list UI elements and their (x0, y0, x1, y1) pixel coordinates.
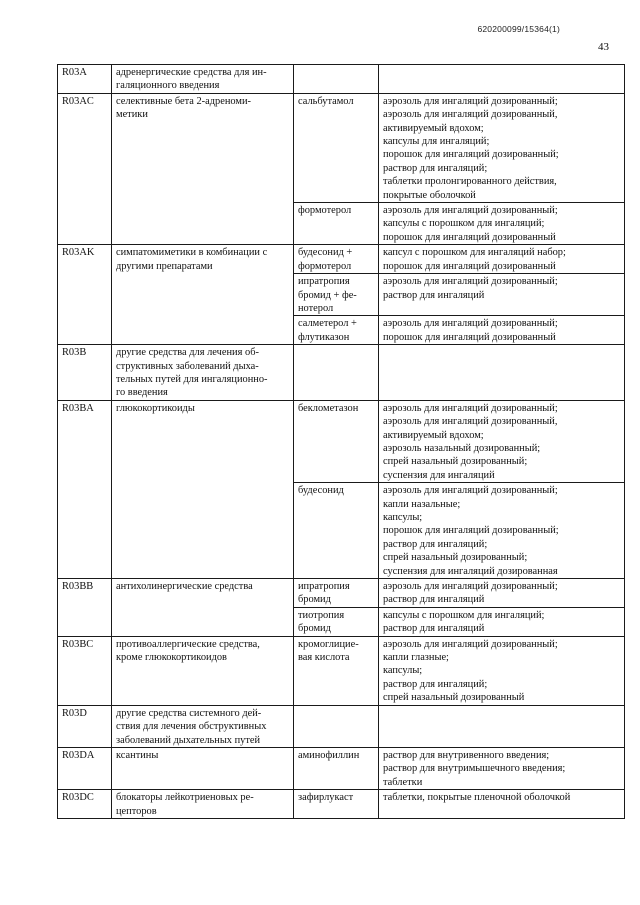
atc-drug-table (57, 64, 625, 819)
table-body (58, 65, 625, 819)
atc-code-cell: R03AK (58, 245, 112, 345)
dosage-form-cell-line: спрей назальный дозированный; (383, 552, 528, 564)
dosage-form-cell-line: капсулы для ингаляций; (383, 136, 490, 148)
group-name-cell-line: галяционного введения (116, 80, 220, 92)
table-row (58, 245, 625, 274)
drug-name-cell (294, 607, 379, 636)
dosage-form-cell (379, 345, 625, 401)
group-name-cell-line: адренергические средства для ин- (116, 67, 267, 78)
group-name-cell-line: кроме глюкокортикоидов (116, 652, 227, 664)
dosage-form-cell-line: таблетки, покрытые пленочной оболочкой (383, 792, 571, 804)
dosage-form-cell-line: аэрозоль для ингаляций дозированный, (383, 109, 558, 121)
drug-name-cell (294, 274, 379, 316)
group-name-cell (112, 790, 294, 819)
dosage-form-cell (379, 483, 625, 579)
dosage-form-cell-line: аэрозоль для ингаляций дозированный; (383, 205, 558, 217)
table-row (58, 400, 625, 482)
dosage-form-cell-line: раствор для ингаляций; (383, 162, 488, 174)
drug-name-cell (294, 705, 379, 747)
page-number: 43 (598, 41, 609, 53)
group-name-cell-line: другие средства системного дей- (116, 707, 262, 719)
group-name-cell-line: метики (116, 109, 148, 121)
dosage-form-cell-line: активируемый вдохом; (383, 429, 484, 441)
document-id: 620200099/15364(1) (477, 24, 560, 34)
drug-name-cell (294, 245, 379, 274)
table-row (58, 65, 625, 94)
dosage-form-cell-line: раствор для внутримышечного введения; (383, 763, 566, 775)
dosage-form-cell-line: капсулы с порошком для ингаляций; (383, 609, 545, 621)
dosage-form-cell (379, 316, 625, 345)
dosage-form-cell-line: порошок для ингаляций дозированный (383, 231, 556, 243)
dosage-form-cell-line: капсулы; (383, 665, 423, 677)
group-name-cell-line: другие средства для лечения об- (116, 347, 259, 359)
group-name-cell-line: тельных путей для ингаляционно- (116, 373, 268, 385)
dosage-form-cell-line: раствор для ингаляций (383, 623, 485, 635)
group-name-cell (112, 65, 294, 94)
drug-name-cell-line: бромид (298, 594, 331, 606)
group-name-cell-line: структивных заболеваний дыха- (116, 360, 259, 372)
drug-name-cell (294, 790, 379, 819)
drug-name-cell-line: аминофиллин (298, 749, 360, 761)
dosage-form-cell-line: таблетки пролонгированного действия, (383, 176, 557, 188)
group-name-cell-line: другими препаратами (116, 260, 213, 272)
atc-code-cell: R03DA (58, 747, 112, 789)
group-name-cell (112, 636, 294, 705)
drug-name-cell-line: тиотропия (298, 609, 345, 621)
dosage-form-cell (379, 400, 625, 482)
dosage-form-cell-line: спрей назальный дозированный; (383, 456, 528, 468)
drug-name-cell-line: беклометазон (298, 402, 359, 414)
dosage-form-cell-line: аэрозоль для ингаляций дозированный; (383, 638, 558, 650)
group-name-cell (112, 345, 294, 401)
dosage-form-cell (379, 790, 625, 819)
dosage-form-cell-line: активируемый вдохом; (383, 122, 484, 134)
group-name-cell-line: го введения (116, 387, 168, 399)
group-name-cell (112, 747, 294, 789)
dosage-form-cell-line: раствор для ингаляций (383, 594, 485, 606)
drug-name-cell-line: формотерол (298, 205, 352, 217)
drug-name-cell-line: нотерол (298, 302, 334, 314)
group-name-cell-line: противоаллергические средства, (116, 638, 260, 650)
dosage-form-cell-line: раствор для внутривенного введения; (383, 749, 550, 761)
dosage-form-cell-line: капли назальные; (383, 498, 461, 510)
drug-name-cell (294, 203, 379, 245)
atc-code-cell: R03BC (58, 636, 112, 705)
drug-name-cell-line: ипратропия (298, 581, 350, 593)
atc-code-cell: R03B (58, 345, 112, 401)
dosage-form-cell-line: порошок для ингаляций дозированный (383, 260, 556, 272)
drug-name-cell-line: будесонид + (298, 247, 353, 259)
drug-name-cell-line: кромоглицие- (298, 638, 359, 650)
dosage-form-cell-line: аэрозоль для ингаляций дозированный; (383, 95, 558, 107)
group-name-cell (112, 245, 294, 345)
group-name-cell-line: ствия для лечения обструктивных (116, 721, 267, 733)
dosage-form-cell-line: аэрозоль для ингаляций дозированный, (383, 416, 558, 428)
drug-name-cell (294, 65, 379, 94)
drug-name-cell-line: салметерол + (298, 318, 357, 330)
group-name-cell-line: ксантины (116, 749, 159, 761)
dosage-form-cell-line: покрытые оболочкой (383, 189, 476, 201)
dosage-form-cell-line: капли глазные; (383, 652, 449, 664)
atc-code-cell: R03A (58, 65, 112, 94)
dosage-form-cell-line: порошок для ингаляций дозированный; (383, 525, 559, 537)
dosage-form-cell-line: таблетки (383, 776, 423, 788)
table-row (58, 705, 625, 747)
drug-name-cell (294, 93, 379, 202)
dosage-form-cell (379, 607, 625, 636)
dosage-form-cell (379, 579, 625, 608)
table-row (58, 636, 625, 705)
group-name-cell-line: блокаторы лейкотриеновых ре- (116, 792, 254, 804)
drug-name-cell-line: ипратропия (298, 276, 350, 288)
drug-name-cell (294, 636, 379, 705)
drug-name-cell (294, 345, 379, 401)
table-row (58, 93, 625, 202)
dosage-form-cell-line: раствор для ингаляций; (383, 678, 488, 690)
drug-name-cell-line: зафирлукаст (298, 792, 354, 804)
atc-code-cell: R03BA (58, 400, 112, 578)
dosage-form-cell-line: капсулы; (383, 512, 423, 523)
group-name-cell-line: заболеваний дыхательных путей (116, 734, 261, 746)
dosage-form-cell (379, 636, 625, 705)
dosage-form-cell-line: аэрозоль назальный дозированный; (383, 442, 541, 454)
group-name-cell-line: цепторов (116, 805, 157, 817)
drug-name-cell-line: бромид (298, 623, 331, 635)
dosage-form-cell (379, 274, 625, 316)
table-row (58, 345, 625, 401)
group-name-cell-line: глюкокортикоиды (116, 402, 195, 414)
drug-name-cell-line: будесонид (298, 485, 344, 497)
dosage-form-cell-line: капсулы с порошком для ингаляций; (383, 218, 545, 230)
drug-name-cell (294, 316, 379, 345)
dosage-form-cell (379, 93, 625, 202)
group-name-cell-line: селективные бета 2-адреноми- (116, 95, 251, 107)
dosage-form-cell (379, 747, 625, 789)
table-row (58, 579, 625, 608)
drug-name-cell-line: флутиказон (298, 331, 350, 343)
drug-name-cell (294, 483, 379, 579)
group-name-cell (112, 705, 294, 747)
dosage-form-cell (379, 65, 625, 94)
dosage-form-cell-line: суспензия для ингаляций (383, 469, 495, 481)
dosage-form-cell (379, 245, 625, 274)
atc-code-cell: R03D (58, 705, 112, 747)
dosage-form-cell-line: аэрозоль для ингаляций дозированный; (383, 581, 558, 593)
atc-code-cell: R03BB (58, 579, 112, 637)
dosage-form-cell-line: спрей назальный дозированный (383, 692, 525, 704)
group-name-cell-line: антихолинергические средства (116, 581, 253, 593)
drug-name-cell (294, 747, 379, 789)
drug-name-cell (294, 400, 379, 482)
dosage-form-cell-line: аэрозоль для ингаляций дозированный; (383, 276, 558, 288)
atc-code-cell: R03AC (58, 93, 112, 244)
group-name-cell-line: симпатомиметики в комбинации с (116, 247, 268, 259)
drug-name-cell-line: формотерол (298, 260, 352, 272)
table-row (58, 790, 625, 819)
table-row (58, 747, 625, 789)
atc-code-cell: R03DC (58, 790, 112, 819)
drug-name-cell-line: бромид + фе- (298, 289, 357, 301)
dosage-form-cell (379, 705, 625, 747)
dosage-form-cell-line: порошок для ингаляций дозированный (383, 331, 556, 343)
dosage-form-cell-line: раствор для ингаляций (383, 289, 485, 301)
dosage-form-cell-line: аэрозоль для ингаляций дозированный; (383, 485, 558, 497)
drug-name-cell-line: вая кислота (298, 652, 350, 664)
dosage-form-cell-line: порошок для ингаляций дозированный; (383, 149, 559, 161)
drug-name-cell-line: сальбутамол (298, 95, 354, 107)
dosage-form-cell-line: раствор для ингаляций; (383, 538, 488, 550)
dosage-form-cell-line: капсул с порошком для ингаляций набор; (383, 247, 566, 259)
dosage-form-cell-line: аэрозоль для ингаляций дозированный; (383, 402, 558, 414)
dosage-form-cell-line: суспензия для ингаляций дозированная (383, 565, 558, 577)
dosage-form-cell-line: аэрозоль для ингаляций дозированный; (383, 318, 558, 330)
dosage-form-cell (379, 203, 625, 245)
drug-name-cell (294, 579, 379, 608)
group-name-cell (112, 400, 294, 578)
group-name-cell (112, 579, 294, 637)
group-name-cell (112, 93, 294, 244)
